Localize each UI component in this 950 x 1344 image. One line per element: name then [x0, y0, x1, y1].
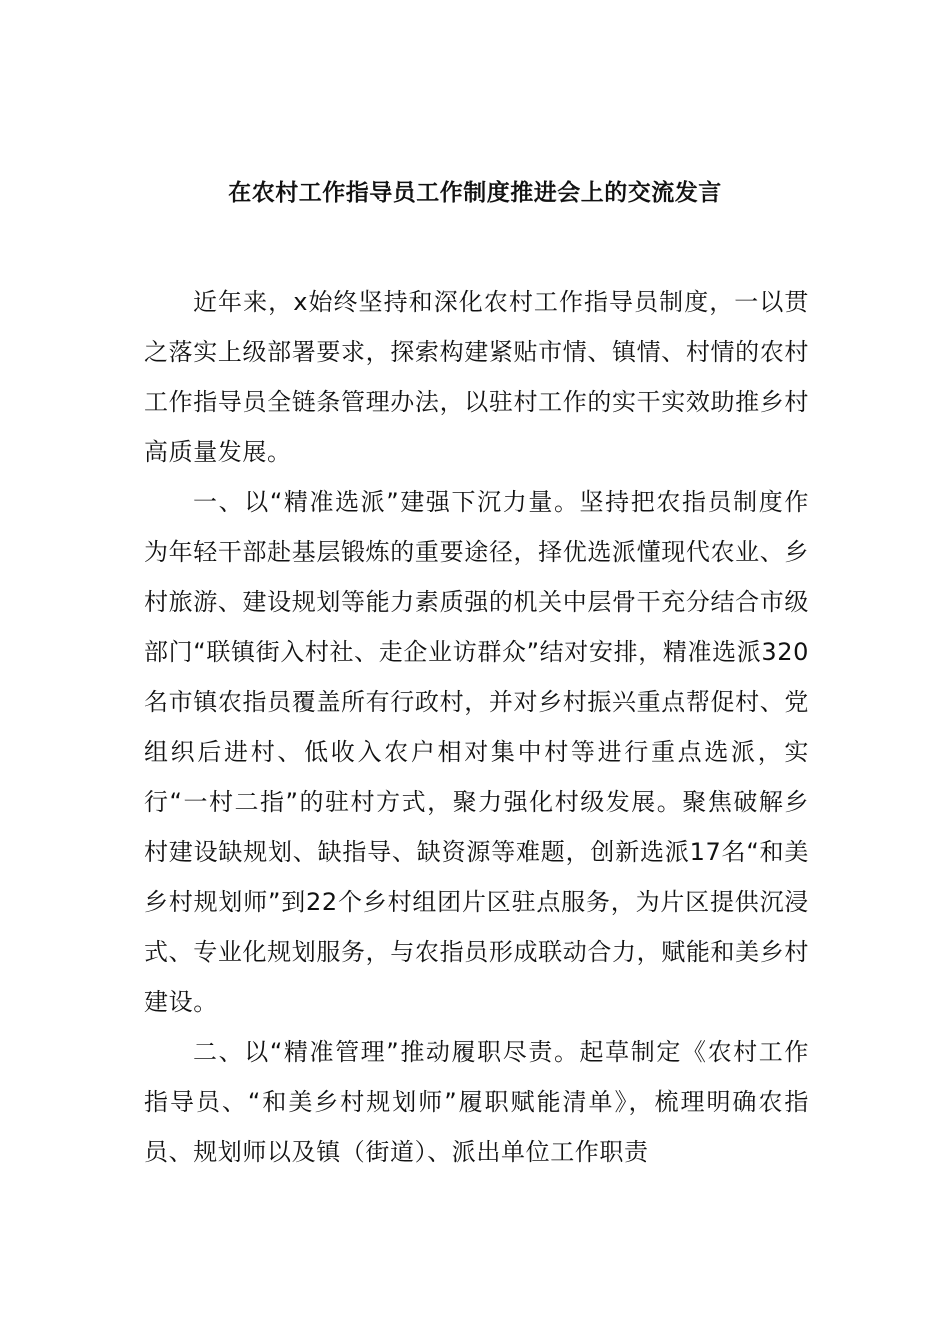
paragraph-section-two: 二、以“精准管理”推动履职尽责。起草制定《农村工作指导员、“和美乡村规划师”履职赋能清单》，梳理明确农指员、规划师以及镇（街道）、派出单位工作职责 — [144, 1038, 809, 1166]
document-title: 在农村工作指导员工作制度推进会上的交流发言 — [228, 180, 722, 207]
paragraph-intro: 近年来，x始终坚持和深化农村工作指导员制度，一以贯之落实上级部署要求，探索构建紧贴市情、镇情、村情的农村工作指导员全链条管理办法，以驻村工作的实干实效助推乡村高质量发展。 — [144, 288, 809, 466]
paragraph-section-one: 一、以“精准选派”建强下沉力量。坚持把农指员制度作为年轻干部赴基层锻炼的重要途径，择优选派懂现代农业、乡村旅游、建设规划等能力素质强的机关中层骨干充分结合市级部门“联镇街入村社、走企业访群众”结对安排，精准选派320名市镇农指员覆盖所有行政村，并对乡村振兴重点帮促村、党组织后进村、低收入农户相对集中村等进行重点选派，实行“一村二指”的驻村方式，聚力强化村级发展。聚焦破解乡村建设缺规划、缺指导、缺资源等难题，创新选派17名“和美乡村规划师”到22个乡村组团片区驻点服务，为片区提供沉浸式、专业化规划服务，与农指员形成联动合力，赋能和美乡村建设。 — [144, 488, 809, 1016]
document-body — [144, 277, 809, 1177]
